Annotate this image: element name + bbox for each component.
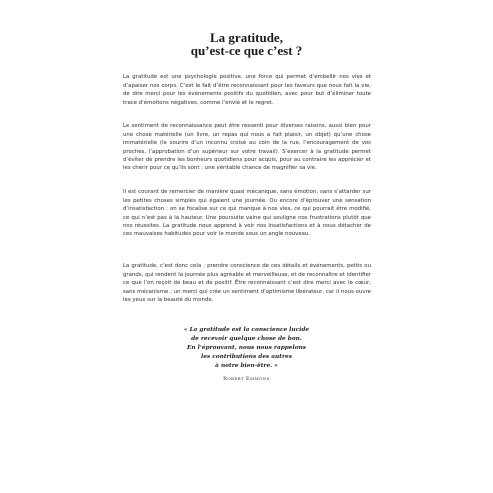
paragraph-1: La gratitude est une psychologie positive, une force qui permet d’embellir nos vies et d’apaiser nos corps. C’est le fait d’être reconnaissant pour les faveurs que nous fait la vie, de dire merci pour les événements positifs du quotidien, avec pour but d’éliminer toute trace d’émotions négatives, comme l’envie et le regret. bbox=[123, 74, 371, 106]
quote-line-3: En l’éprouvant, nous nous rappelons bbox=[186, 345, 307, 351]
quote-line-1: « La gratitude est la conscience lucide bbox=[183, 327, 310, 333]
quote-line-5: à notre bien-être. » bbox=[215, 363, 278, 369]
page-title-line-1: La gratitude, bbox=[210, 30, 283, 45]
paragraph-2: Le sentiment de reconnaissance peut être ressenti pour diverses raisons, aussi bien pour une chose matérielle (un livre, un repas qui nous a fait plaisir, un objet) qu’une chose immatérielle (le sourire d’un inconnu croisé au coin de la rue, l’encouragement de vos proches, l’approbation d’un supérieur sur votre travail). S’exercer à la gratitude permet d’éviter de prendre les bonheurs quotidiens pour acquis, pour au contraire les apprécier et les chérir pour ce qu’ils sont : une véritable chance de magnifier sa vie. bbox=[123, 123, 371, 172]
page-title-line-2: qu’est-ce que c’est ? bbox=[190, 43, 303, 58]
paragraph-4: La gratitude, c’est donc cela : prendre conscience de ces détails et événements, petits ou grands, qui rendent la journée plus agréable et merveilleuse, et de reconnaître et identifier ce que l’on reçoit de beau et de positif. Être reconnaissant c’est dire merci avec le cœur, sans mécanisme ; un merci qui crée un sentiment d’optimisme libérateur, car il nous ouvre les yeux sur la beauté du monde. bbox=[123, 263, 371, 304]
quote-line-2: de recevoir quelque chose de bon. bbox=[191, 336, 302, 342]
quote-author: Robert Emmons bbox=[223, 376, 270, 382]
quote-line-4: les contributions des autres bbox=[201, 354, 292, 360]
paragraph-3: Il est courant de remercier de manière quasi mécanique, sans émotion, sans s’attarder sur les petites choses simples qui égaient une journée. Ou encore d’éprouver une sensation d’insatisfaction : on se focalise sur ce qui manque à nos vies, ce qui pourrait être modifié, ce qui n’est pas à la hauteur. Une poursuite vaine qui souligne nos frustrations plutôt que nos réussites. La gratitude nous apprend à voir nos insatisfactions et à nous détacher de ces mauvaises habitudes pour voir le monde sous un angle nouveau. bbox=[123, 189, 371, 238]
